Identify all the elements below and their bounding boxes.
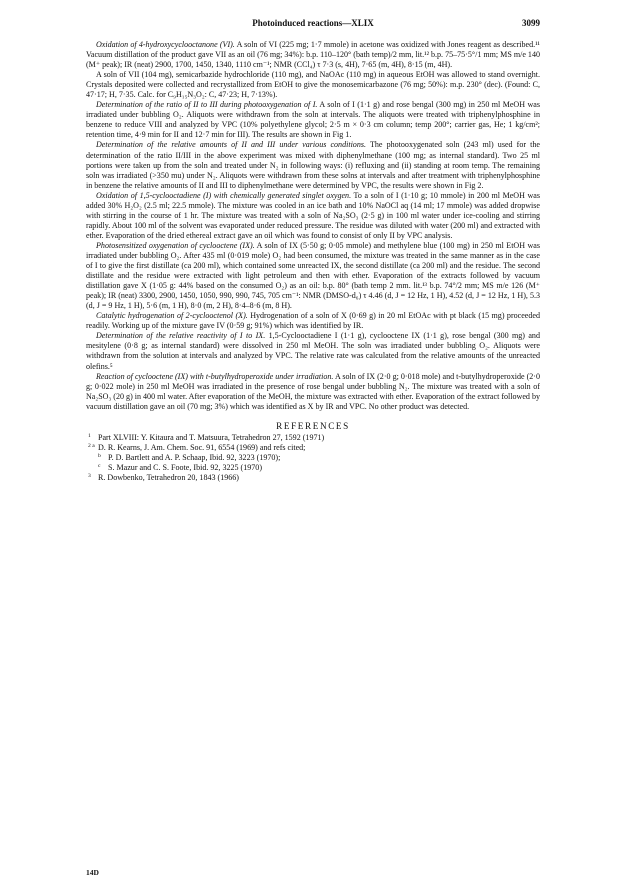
reference-item (86, 433, 540, 443)
reference-text: R. Dowbenko, Tetrahedron 20, 1843 (1966) (98, 473, 239, 483)
reference-text: Part XLVIII: Y. Kitaura and T. Matsuura, Tetrahedron 27, 1592 (1971) (98, 432, 325, 442)
footer-code: 14D (86, 868, 99, 877)
reference-text: D. R. Kearns, J. Am. Chem. Soc. 91, 6554 (1969) and refs cited; (98, 442, 306, 452)
paragraph-text: To a soln of I (1·10 g; 10 mmole) in 200 ml MeOH was added 30% H₂O₂ (2.5 ml; 22.5 mmole). The mixture was cooled in an ice bath and 10% NaOCl aq (14 ml; 17 mmole) was added dropwise with stirring in the course of 1 hr. The mixture was treated with a soln of Na₂SO₃ (2·5 g) in 100 ml water under ice-cooling and stirring rapidly. About 100 ml of the solvent was evaporated under reduced pressure. The residue was diluted with water (200 ml) and extracted with ether. Evaporation of the dried ethereal extract gave an oil which was found to consist of only II by VPC analysis. (86, 190, 541, 240)
paragraph (86, 140, 540, 190)
paragraph-text: A soln of IX (2·0 g; 0·018 mole) and t-butylhydroperoxide (2·0 g; 0·022 mole) in 250 ml MeOH was irradiated in the presence of rose bengal under bubbling N₂. The mixture was treated with a soln of Na₂SO₃ (20 g) in 400 ml water. After evaporation of the MeOH, the mixture was extracted with ether. Evaporation of the extract followed by vacuum distillation gave an oil (70 mg; 3%) which was identified as X by IR and VPC. No other product was detected. (86, 371, 541, 411)
paragraph (86, 191, 540, 241)
paragraph-text: The photooxygenated soln (243 ml) used for the determination of the ratio II/III in the above experiment was mixed with diphenylmethane (100 mg; as internal standard). Two 25 ml portions were taken up from the soln and treated under N₂ in following ways: (i) refluxing and (ii) standing at room temp. The remaining soln was irradiated (>350 mu) under N₂. Aliquots were withdrawn from these solns at intervals and after treatment with triphenylphosphine in benzene the relative amounts of II and III to diphenylmethane were determined by VPC, the results were shown in Fig 2. (86, 140, 540, 190)
paragraph-heading: Photosensitized oxygenation of cyclooctene (IX). (96, 240, 255, 250)
paragraph (86, 70, 540, 100)
running-title: Photoinduced reactions—XLIX (252, 18, 374, 28)
references-list (86, 433, 540, 483)
reference-item (86, 443, 540, 453)
paragraph-text: A soln of I (1·1 g) and rose bengal (300 mg) in 250 ml MeOH was irradiated under bubbling O₂. Aliquots were withdrawn from the soln at intervals. The aliquots were treated with triphenylphosphine in benzene to reduce VIII and analyzed by VPC (10% polyethylene glycol; 2·5 m × 0·3 cm column; temp 200°; carrier gas, He; 1 kg/cm²; retention time, 4·9 min for II and 12·7 min for III). The results are shown in Fig 1. (86, 100, 541, 140)
reference-number: 3 (88, 473, 91, 480)
paragraph-heading: Reaction of cyclooctene (IX) with t-butylhydroperoxide under irradiation. (96, 371, 334, 381)
reference-number: c (98, 463, 101, 470)
paragraph (86, 331, 540, 371)
paragraph-heading: Oxidation of 4-hydroxycyclooctanone (VI). (96, 40, 235, 49)
reference-item (86, 463, 540, 473)
paragraph (86, 241, 540, 311)
reference-number: b (98, 452, 101, 459)
paragraph-heading: Determination of the ratio of II to III during photooxygenation of I. (96, 100, 318, 110)
running-header (86, 18, 540, 34)
paragraph-heading: Catalytic hydrogenation of 2-cyclooctenol (X). (96, 311, 248, 321)
paragraph-heading: Determination of the relative reactivity of I to IX. (96, 331, 266, 341)
paragraph-text: A soln of VII (104 mg), semicarbazide hydrochloride (110 mg), and NaOAc (110 mg) in aqueous EtOH was allowed to stand overnight. Crystals deposited were collected and recrystallized from EtOH to give the monosemicarbazone (76 mg; 50%): m.p. 230° (dec). (Found: C, 47·17; H, 7·35. Calc. for C₉H₁₅N₃O₂: C, 47·23; H, 7·13%). (86, 70, 540, 100)
reference-item (86, 453, 540, 463)
paragraph-text: 1,5-Cyclooctadiene I (1·1 g), cyclooctene IX (1·1 g), rose bengal (300 mg) and mesitylene (0·8 g; as internal standard) were dissolved in 250 ml MeOH. The soln was irradiated under bubbling O₂. Aliquots were withdrawn from the solution at intervals and analyzed by VPC. The relative rate was calculated from the relative amounts of the unreacted olefins.⁵ (86, 331, 540, 371)
references-heading: REFERENCES (276, 420, 350, 431)
paragraph (86, 311, 540, 331)
reference-text: S. Mazur and C. S. Foote, Ibid. 92, 3225 (1970) (108, 463, 262, 473)
page-number: 3099 (522, 18, 540, 28)
paragraph-text: Hydrogenation of a soln of X (0·69 g) in 20 ml EtOAc with pt black (15 mg) proceeded readily. Working up of the mixture gave IV (0·59 g; 91%) which was identified by IR. (86, 311, 540, 331)
experimental-body (86, 40, 540, 412)
reference-item (86, 473, 540, 483)
paragraph (86, 40, 540, 70)
paragraph (86, 100, 540, 140)
paragraph-text: A soln of IX (5·50 g; 0·05 mmole) and methylene blue (100 mg) in 250 ml EtOH was irradiated under bubbling O₂. After 435 ml (0·019 mole) O₂ had been consumed, the mixture was treated in the same manner as in the case of I to give the first distillate (ca 200 ml), which contained some unreacted IX, the second distillate (ca 200 ml) and the residue. The second distillate and the residue were extracted with light petroleum and then with ether. Evaporation of the extracts followed by vacuum distillation gave X (1·05 g: 44% based on the consumed O₂) as an oil: b.p. 80° (bath temp 2 mm. lit.¹³ b.p. 74°/2 mm; MS m/e 126 (M⁺ peak); IR (neat) 3300, 2900, 1450, 1050, 990, 990, 745, 705 cm⁻¹: NMR (DMSO-d₆) τ 4.46 (d, J = 12 Hz, 1 H), 4.52 (d, J = 12 Hz, 1 H), 5.3 (d, J = 9 Hz, 1 H), 5·6 (m, 1 H), 8·0 (m, 2 H), 8·4–8·6 (m, 8 H). (86, 240, 540, 311)
page (86, 18, 540, 483)
paragraph-text: A soln of VI (225 mg; 1·7 mmole) in acetone was oxidized with Jones reagent as described.¹¹ Vacuum distillation of the product gave VII as an oil (76 mg; 34%): b.p. 110–120° (bath temp)/2 mm, lit.¹² b.p. 75–75·5°/1 mm; MS m/e 140 (M⁺ peak); IR (neat) 2900, 1700, 1450, 1340, 1110 cm⁻¹; NMR (CCl₄) τ 7·3 (s, 4H), 7·65 (m, 4H), 8·15 (m, 4H). (86, 40, 540, 70)
paragraph-heading: Determination of the relative amounts of II and III under various conditions. (96, 140, 366, 150)
paragraph-heading: Oxidation of 1,5-cyclooctadiene (I) with chemically generated singlet oxygen. (96, 190, 352, 200)
reference-number: 1 (88, 432, 91, 439)
paragraph (86, 372, 540, 412)
reference-text: P. D. Bartlett and A. P. Schaap, Ibid. 92, 3223 (1970); (108, 452, 281, 462)
reference-number: 2 a (88, 442, 95, 449)
